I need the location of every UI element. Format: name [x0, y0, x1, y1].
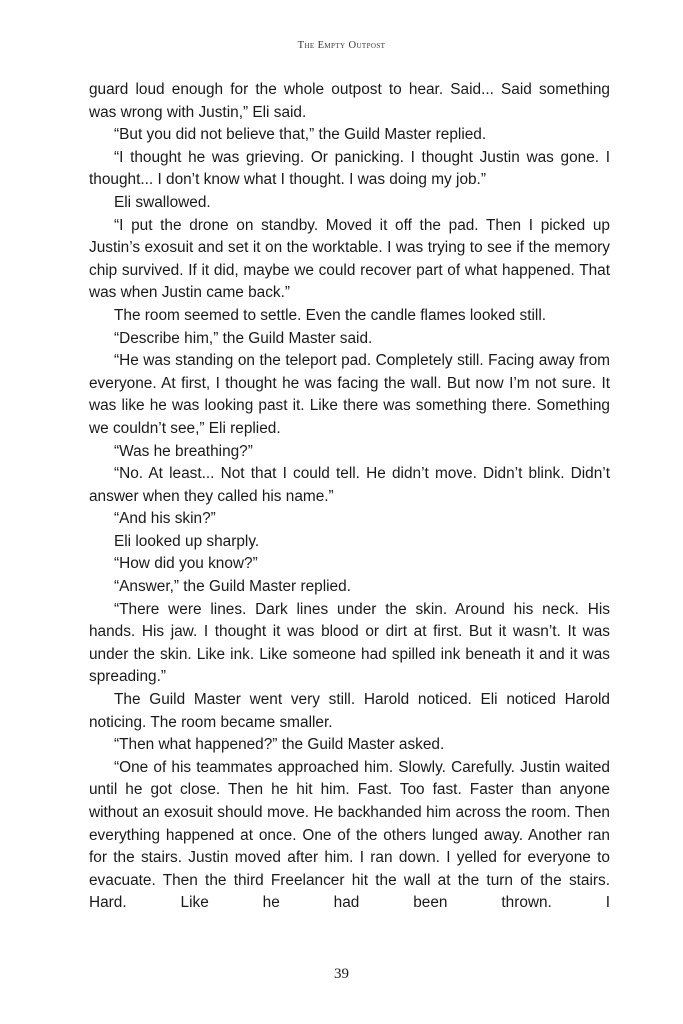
paragraph: “He was standing on the teleport pad. Completely still. Facing away from everyone. At first, I thought he was facing the wall. But now I’m not sure. It was like he was looking past it. Like there was something there. Something we couldn’t see,” Eli replied.	[89, 352, 610, 437]
paragraph: Eli swallowed.	[114, 193, 211, 211]
paragraph: “I put the drone on standby. Moved it off the pad. Then I picked up Justin’s exosuit and set it on the worktable. I was trying to see if the memory chip survived. If it did, maybe we could recover part of what happened. That was when Justin came back.”	[89, 216, 610, 302]
page-body-text	[89, 79, 610, 915]
paragraph: Eli looked up sharply.	[114, 532, 260, 550]
paragraph: “But you did not believe that,” the Guild Master replied.	[114, 126, 487, 144]
paragraph: “Describe him,” the Guild Master said.	[114, 329, 373, 347]
paragraph: “No. At least... Not that I could tell. He didn’t move. Didn’t blink. Didn’t answer when they called his name.”	[89, 465, 610, 505]
paragraph: “And his skin?”	[114, 510, 216, 528]
page-number: 39	[334, 966, 349, 982]
paragraph: The Guild Master went very still. Harold noticed. Eli noticed Harold noticing. The room became smaller.	[89, 691, 610, 731]
paragraph: “Then what happened?” the Guild Master asked.	[114, 736, 445, 754]
paragraph: “How did you know?”	[114, 555, 258, 573]
paragraph: “Was he breathing?”	[114, 442, 253, 460]
paragraph: “One of his teammates approached him. Slowly. Carefully. Justin waited until he got close. Then he hit him. Fast. Too fast. Faster than anyone without an exosuit should move. He backhanded him across the room. Then everything happened at once. One of the others lunged away. Another ran for the stairs. Justin moved after him. I ran down. I yelled for everyone to evacuate. Then the third Freelancer hit the wall at the turn of the stairs. Hard. Like he had been thrown. I	[89, 758, 610, 912]
paragraph: “Answer,” the Guild Master replied.	[114, 578, 351, 596]
running-header-title: The Empty Outpost	[297, 40, 386, 51]
paragraph: “There were lines. Dark lines under the skin. Around his neck. His hands. His jaw. I thought it was blood or dirt at first. But it wasn’t. It was under the skin. Like ink. Like someone had spilled ink beneath it and it was spreading.”	[89, 600, 610, 686]
paragraph: guard loud enough for the whole outpost to hear. Said... Said something was wrong with Justin,” Eli said.	[89, 81, 610, 121]
paragraph: The room seemed to settle. Even the candle flames looked still.	[114, 306, 547, 324]
paragraph: “I thought he was grieving. Or panicking. I thought Justin was gone. I thought... I don’t know what I thought. I was doing my job.”	[89, 148, 610, 189]
